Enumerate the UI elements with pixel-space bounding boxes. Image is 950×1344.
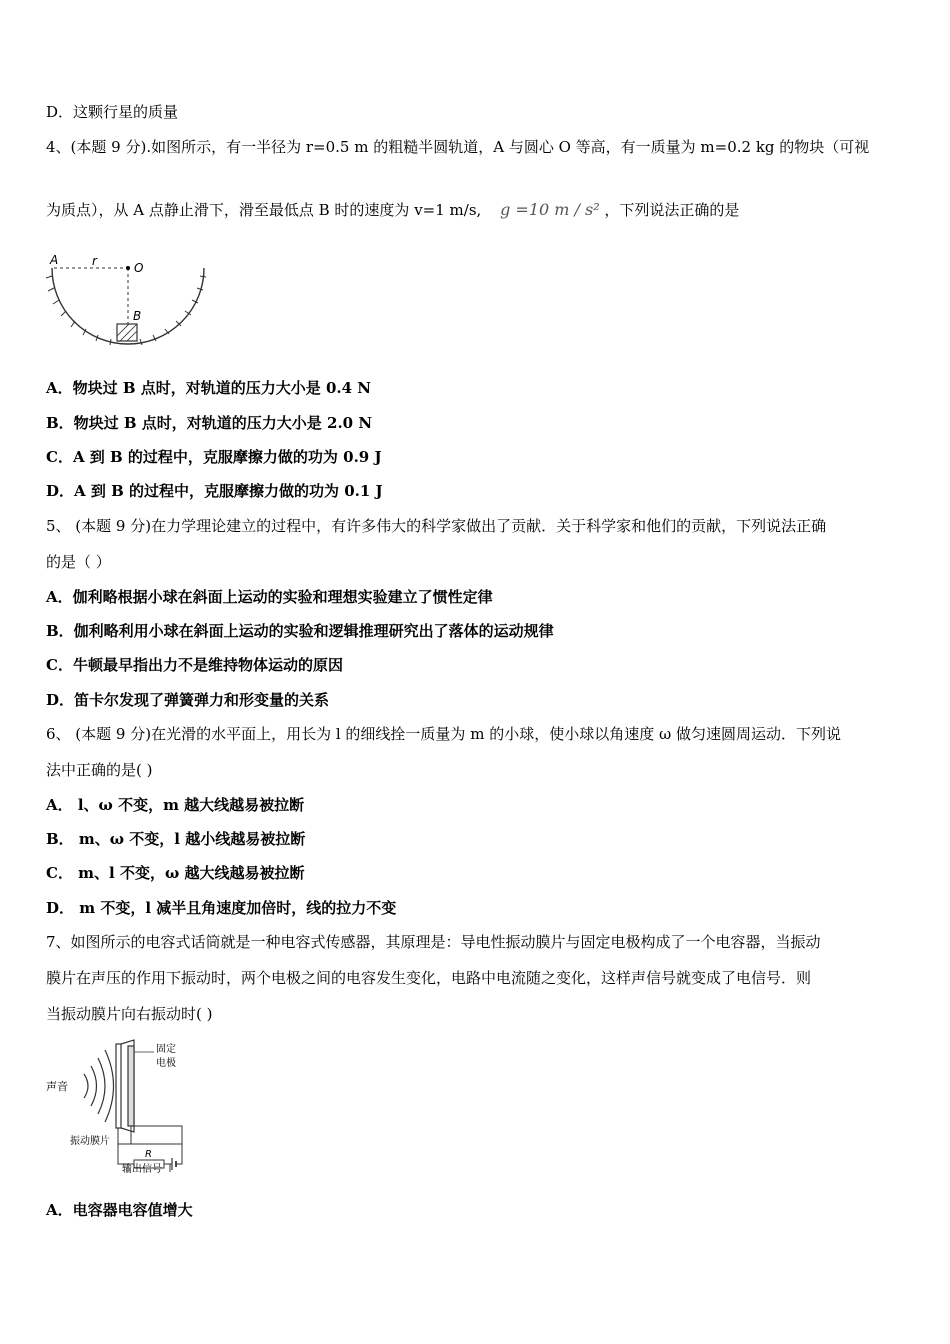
q6-option-c: C． m、l 不变，ω 越大线越易被拉断 (46, 864, 305, 882)
q4-option-c: C．A 到 B 的过程中，克服摩擦力做的功为 0.9 J (46, 448, 382, 466)
q4-option-b: B．物块过 B 点时，对轨道的压力大小是 2.0 N (46, 414, 373, 432)
q7-stem-line1: 7、如图所示的电容式话筒就是一种电容式传感器，其原理是：导电性振动膜片与固定电极构成了一个电容器，当振动 (46, 933, 821, 951)
label-a: A (50, 253, 59, 267)
label-fixed-1: 固定 (156, 1044, 176, 1055)
q6-stem-line1: 6、 (本题 9 分)在光滑的水平面上，用长为 l 的细线拴一质量为 m 的小球，使小球以角速度 ω 做匀速圆周运动．下列说 (46, 725, 841, 743)
q5-option-c: C．牛顿最早指出力不是维持物体运动的原因 (46, 656, 343, 674)
q4-option-d: D．A 到 B 的过程中，克服摩擦力做的功为 0.1 J (46, 482, 383, 500)
q5-stem-line2: 的是（ ） (46, 553, 111, 571)
q7-stem-line3: 当振动膜片向右振动时( ) (46, 1005, 213, 1023)
label-r-resistor: R (145, 1149, 152, 1160)
label-b: B (133, 309, 142, 323)
label-o: O (134, 261, 144, 275)
label-membrane: 振动膜片 (70, 1136, 110, 1147)
q4-option-a: A．物块过 B 点时，对轨道的压力大小是 0.4 N (46, 379, 372, 397)
q6-stem-line2: 法中正确的是( ) (46, 761, 153, 779)
q5-option-b: B．伽利略利用小球在斜面上运动的实验和逻辑推理研究出了落体的运动规律 (46, 622, 554, 640)
q4-stem-line2-post: ，下列说法正确的是 (604, 201, 740, 219)
q4-stem-line2 (46, 200, 739, 220)
q4-stem-line1: 4、(本题 9 分).如图所示，有一半径为 r=0.5 m 的粗糙半圆轨道，A 与圆心 O 等高，有一质量为 m=0.2 kg 的物块（可视 (46, 138, 870, 156)
label-output-signal: 输出信号 (122, 1164, 162, 1175)
label-r: r (92, 254, 97, 268)
membrane-plate (116, 1044, 121, 1128)
q5-stem-line1: 5、 (本题 9 分)在力学理论建立的过程中，有许多伟大的科学家做出了贡献．关于科学家和他们的贡献，下列说法正确 (46, 517, 827, 535)
sound-waves (84, 1050, 114, 1122)
fixed-electrode (128, 1046, 134, 1126)
q4-track-figure (44, 250, 214, 350)
q5-option-a: A．伽利略根据小球在斜面上运动的实验和理想实验建立了惯性定律 (46, 588, 493, 606)
q4-formula-g: g =10 m / s² (500, 200, 600, 219)
q6-option-d: D． m 不变，l 减半且角速度加倍时，线的拉力不变 (46, 899, 397, 917)
q7-option-a: A．电容器电容值增大 (46, 1201, 193, 1219)
center-point-o (126, 266, 130, 270)
q6-option-b: B． m、ω 不变，l 越小线越易被拉断 (46, 830, 306, 848)
q4-stem-line2-pre: 为质点），从 A 点静止滑下，滑至最低点 B 时的速度为 v=1 m/s, (46, 201, 482, 219)
label-fixed-2: 电极 (156, 1058, 176, 1069)
prev-option-d: D．这颗行星的质量 (46, 103, 179, 121)
label-sound: 声音 (46, 1080, 68, 1093)
q7-stem-line2: 膜片在声压的作用下振动时，两个电极之间的电容发生变化，电路中电流随之变化，这样声信号就变成了电信号．则 (46, 969, 812, 987)
q5-option-d: D．笛卡尔发现了弹簧弹力和形变量的关系 (46, 691, 330, 709)
q6-option-a: A． l、ω 不变，m 越大线越易被拉断 (46, 796, 305, 814)
q7-microphone-figure (44, 1036, 214, 1176)
